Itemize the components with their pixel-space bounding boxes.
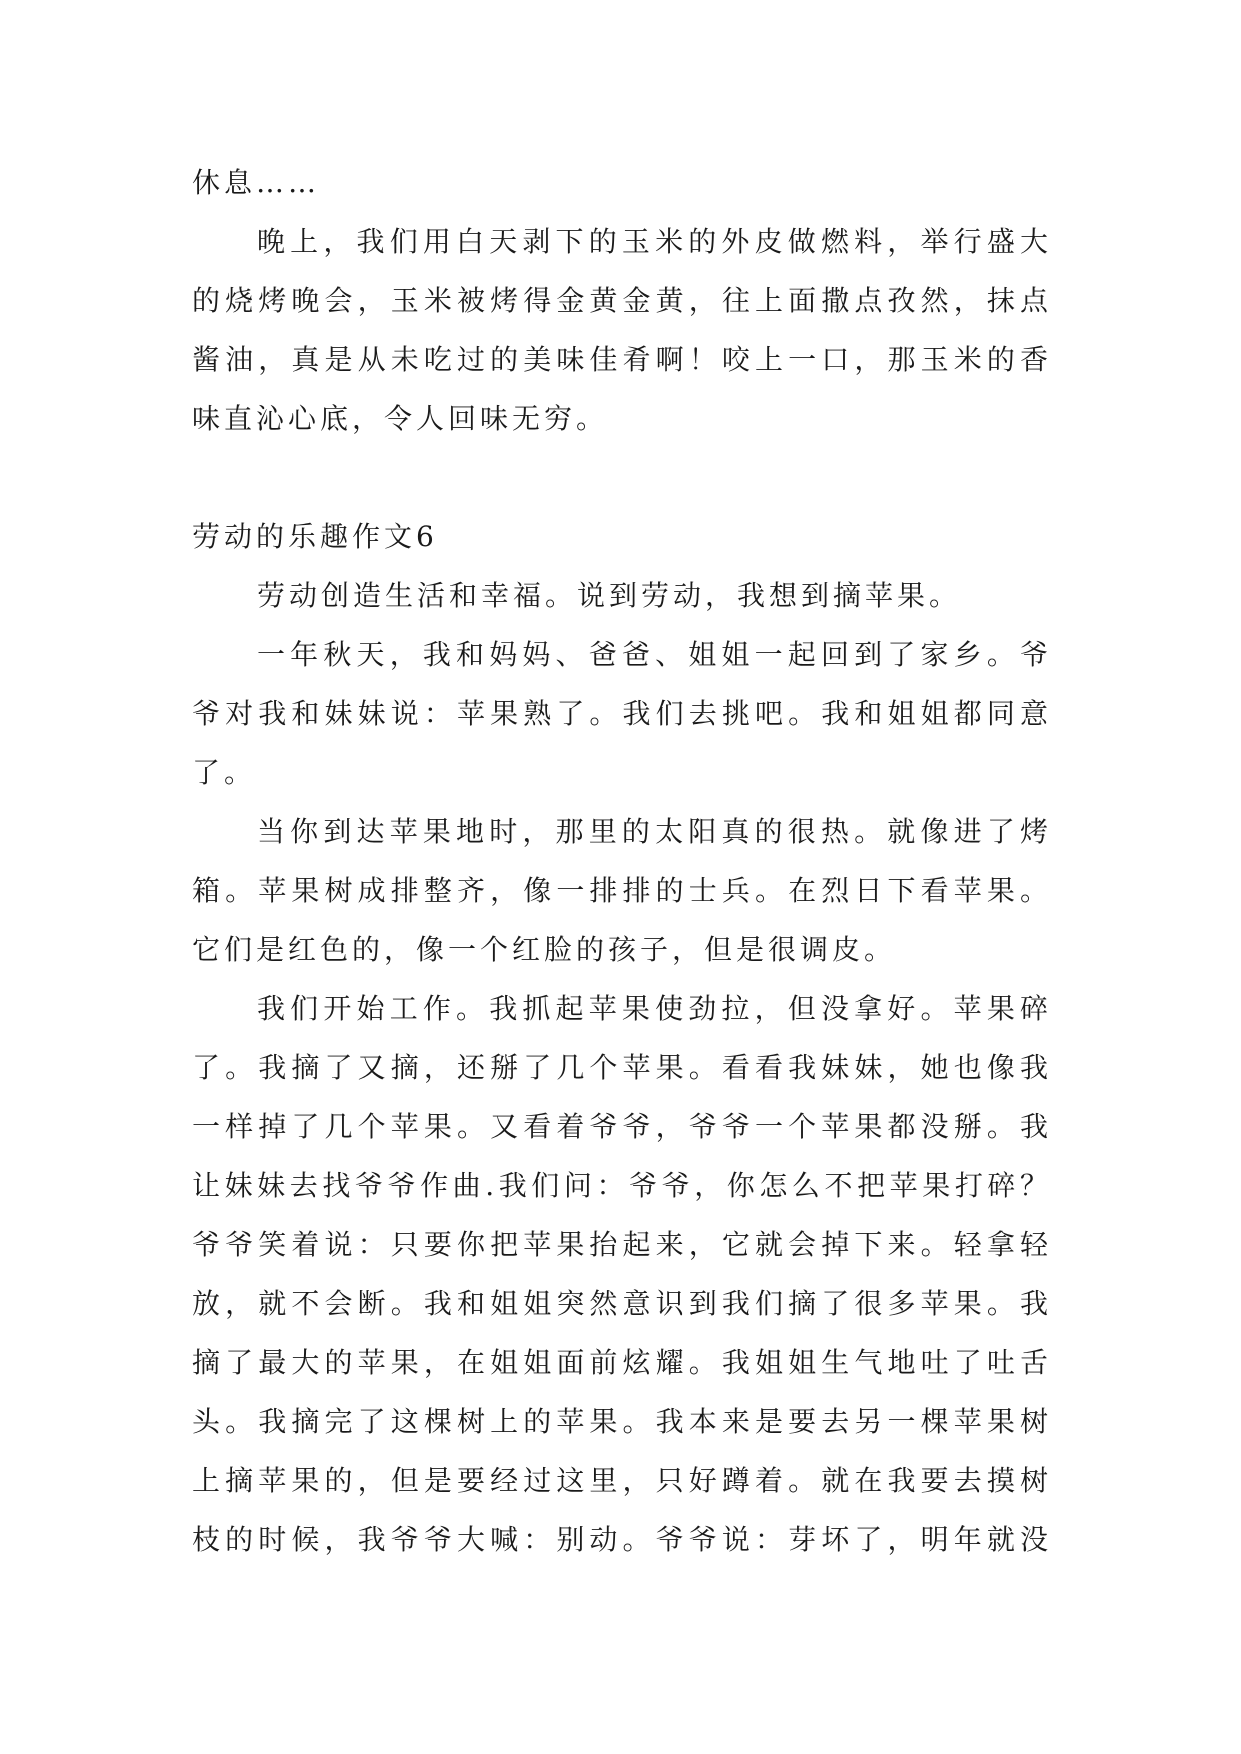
text-line: 头。我摘完了这棵树上的苹果。我本来是要去另一棵苹果树	[192, 1405, 1052, 1438]
document-body	[192, 153, 1052, 1569]
text-line: 晚上，我们用白天剥下的玉米的外皮做燃料，举行盛大	[257, 225, 1052, 258]
paragraph-gap	[192, 448, 1052, 507]
text-line: 一年秋天，我和妈妈、爸爸、姐姐一起回到了家乡。爷	[257, 638, 1052, 671]
essay-title: 劳动的乐趣作文6	[192, 520, 438, 553]
text-line: 一样掉了几个苹果。又看着爷爷，爷爷一个苹果都没掰。我	[192, 1110, 1052, 1143]
text-line: 了。我摘了又摘，还掰了几个苹果。看看我妹妹，她也像我	[192, 1051, 1052, 1084]
paragraph	[192, 802, 1052, 979]
text-line: 了。	[192, 756, 257, 789]
text-line: 的烧烤晚会，玉米被烤得金黄金黄，往上面撒点孜然，抹点	[192, 284, 1052, 317]
text-line: 酱油，真是从未吃过的美味佳肴啊！咬上一口，那玉米的香	[192, 343, 1052, 376]
text-line: 它们是红色的，像一个红脸的孩子，但是很调皮。	[192, 933, 897, 966]
paragraph	[192, 212, 1052, 448]
text-line: 劳动创造生活和幸福。说到劳动，我想到摘苹果。	[257, 579, 962, 612]
paragraph	[192, 566, 1052, 625]
text-line: 爷对我和妹妹说：苹果熟了。我们去挑吧。我和姐姐都同意	[192, 697, 1052, 730]
text-line: 枝的时候，我爷爷大喊：别动。爷爷说：芽坏了，明年就没	[192, 1523, 1052, 1556]
text-line: 我们开始工作。我抓起苹果使劲拉，但没拿好。苹果碎	[257, 992, 1052, 1025]
text-line: 上摘苹果的，但是要经过这里，只好蹲着。就在我要去摸树	[192, 1464, 1052, 1497]
text-line: 爷爷笑着说：只要你把苹果抬起来，它就会掉下来。轻拿轻	[192, 1228, 1052, 1261]
text-line: 味直沁心底，令人回味无穷。	[192, 402, 609, 435]
continued-text-line: 休息……	[192, 166, 321, 199]
text-line: 当你到达苹果地时，那里的太阳真的很热。就像进了烤	[257, 815, 1052, 848]
paragraph	[192, 625, 1052, 802]
text-line: 让妹妹去找爷爷作曲.我们问：爷爷，你怎么不把苹果打碎？	[192, 1169, 1052, 1202]
paragraph	[192, 979, 1052, 1569]
text-line: 放，就不会断。我和姐姐突然意识到我们摘了很多苹果。我	[192, 1287, 1052, 1320]
text-line: 摘了最大的苹果，在姐姐面前炫耀。我姐姐生气地吐了吐舌	[192, 1346, 1052, 1379]
text-line: 箱。苹果树成排整齐，像一排排的士兵。在烈日下看苹果。	[192, 874, 1052, 907]
